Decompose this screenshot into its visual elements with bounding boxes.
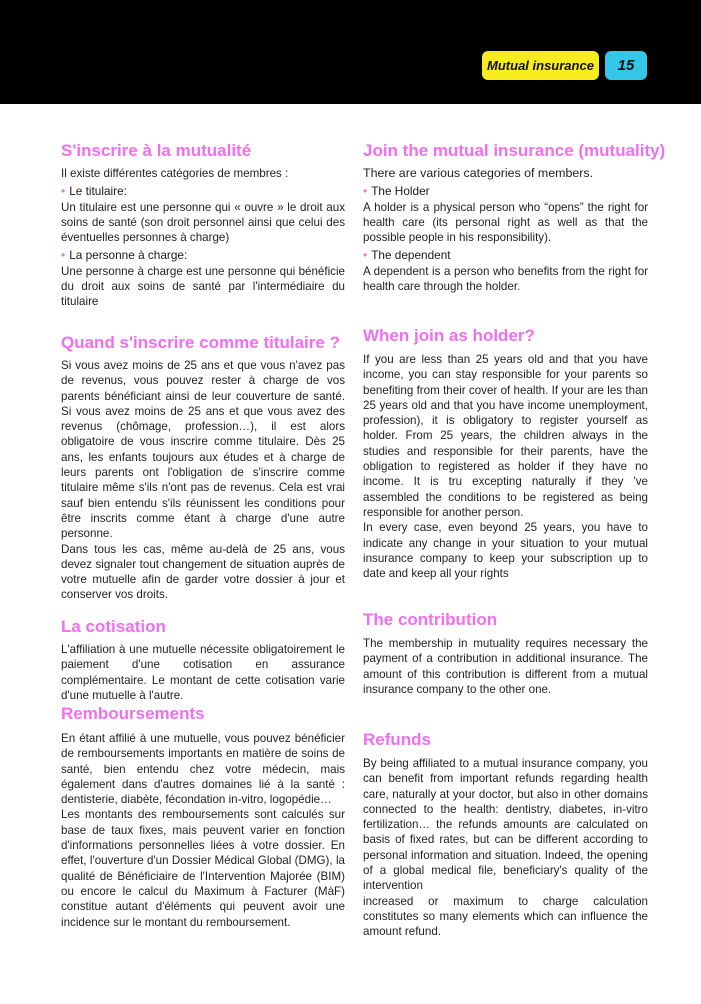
paragraph: increased or maximum to charge calculation constitutes so many elements which can influence the amount refund. [363, 894, 648, 939]
paragraph: A dependent is a person who benefits from the right for health care through the holder. [363, 264, 648, 294]
section-heading: The contribution [363, 610, 498, 629]
paragraph: Un titulaire est une personne qui « ouvre » le droit aux soins de santé (son droit personnel ainsi que celui des éventuelles personnes à charge) [61, 200, 345, 245]
bullet-item [363, 184, 648, 199]
section-heading: Refunds [363, 730, 431, 749]
intro-text: Il existe différentes catégories de membres : [61, 167, 289, 180]
bullet-item [363, 248, 648, 263]
bullet-icon: • [363, 184, 368, 199]
section-tab: Mutual insurance [482, 51, 599, 80]
paragraph: By being affiliated to a mutual insurance company, you can benefit from important refunds regarding health care, naturally at your doctor, but also in other domains connected to the health: dentistry, diabetes, in-vitro fertilization… the refunds amounts are calculated on basis of fixed rates, but can be different according to personal information and situation. Indeed, the opening of a global medical file, beneficiary's quality of the intervention [363, 757, 648, 893]
paragraph: In every case, even beyond 25 years, you have to indicate any change in your situation to your mutual insurance company to keep your subscription up to date and keep all your rights [363, 521, 648, 581]
section-remboursements [61, 704, 345, 930]
paragraph: Dans tous les cas, même au-delà de 25 ans, vous devez signaler tout changement de situation auprès de votre mutuelle afin de garder votre dossier à jour et conserver vos droits. [61, 542, 345, 602]
section-refunds [363, 730, 648, 940]
section-cotisation [61, 617, 345, 703]
section-heading: Join the mutual insurance (mutuality) [363, 141, 666, 160]
section-inscrire [61, 141, 345, 310]
section-heading: Remboursements [61, 704, 205, 723]
bullet-icon: • [61, 248, 66, 263]
paragraph: If you are less than 25 years old and that you have income, you can stay responsible for your parents so benefiting from their cover of health. If your are les than 25 years old and that you have income unemployment, profession), it is obligatory to register yourself as holder. From 25 years, the children always in the studies and responsible for their parents, have the obligation to registered as holder if they have no income. It is tru excepting naturally if they 've assembled the conditions to be registered as being responsible for another person. [363, 353, 648, 519]
paragraph: En étant affilié à une mutuelle, vous pouvez bénéficier de remboursements importants en matière de soins de santé, bien entendu chez votre médecin, mais également dans d'autres domaines lié à la santé : dentisterie, diabète, fécondation in-vitro, logopédie… [61, 732, 345, 807]
bullet-label: La personne à charge: [69, 248, 188, 263]
paragraph: A holder is a physical person who “opens” the right for health care (its personal right as well as that the possible people in his responsibility). [363, 200, 648, 245]
paragraph: Une personne à charge est une personne qui bénéficie du droit aux soins de santé par l'intermédiaire du titulaire [61, 264, 345, 309]
paragraph: L'affiliation à une mutuelle nécessite obligatoirement le paiement d'une cotisation en assurance complémentaire. Le montant de cette cotisation varie d'une mutuelle à l'autre. [61, 643, 345, 702]
bullet-icon: • [363, 248, 368, 263]
paragraph: Les montants des remboursements sont calculés sur base de taux fixes, mais peuvent varier en fonction d'informations personnelles liées à votre dossier. En effet, l'ouverture d'un Dossier Médical Global (DMG), la qualité de Bénéficiaire de l'Intervention Majorée (BIM) ou encore le calcul du Maximum à Facturer (MàF) constitue autant d'éléments qui peuvent avoir une incidence sur le montant du remboursement. [61, 808, 345, 929]
section-heading: La cotisation [61, 617, 166, 636]
section-titulaire [61, 333, 345, 603]
paragraph: Si vous avez moins de 25 ans et que vous n'avez pas de revenus, vous pouvez rester à charge de vos parents bénéficiant ainsi de leur couverture de santé. Si vous avez moins de 25 ans et que vous avez des revenus (chômage, profession…), il est alors obligatoire de vous inscrire comme titulaire. Dès 25 ans, les enfants toujours aux études et à charge de leurs parents ont l'obligation de s'inscrire comme titulaire même s'ils n'ont pas de revenus. Cela est vrai sauf bien entendu s'ils réunissent les conditions pour être inscrits comme étant à charge d'une autre personne. [61, 359, 345, 541]
section-contribution [363, 610, 648, 697]
section-heading: Quand s'inscrire comme titulaire ? [61, 333, 340, 352]
section-heading: When join as holder? [363, 326, 535, 345]
page-number: 15 [605, 51, 647, 80]
bullet-label: The dependent [371, 248, 451, 263]
section-join [363, 141, 666, 294]
section-heading: S'inscrire à la mutualité [61, 141, 252, 160]
bullet-item [61, 184, 345, 199]
paragraph: The membership in mutuality requires necessary the payment of a contribution in additional insurance. The amount of this contribution is different from a mutual insurance company to the other one. [363, 637, 648, 696]
bullet-label: Le titulaire: [69, 184, 127, 199]
bullet-item [61, 248, 345, 263]
bullet-label: The Holder [371, 184, 430, 199]
bullet-icon: • [61, 184, 66, 199]
intro-text: There are various categories of members. [363, 166, 594, 180]
section-holder [363, 326, 648, 581]
